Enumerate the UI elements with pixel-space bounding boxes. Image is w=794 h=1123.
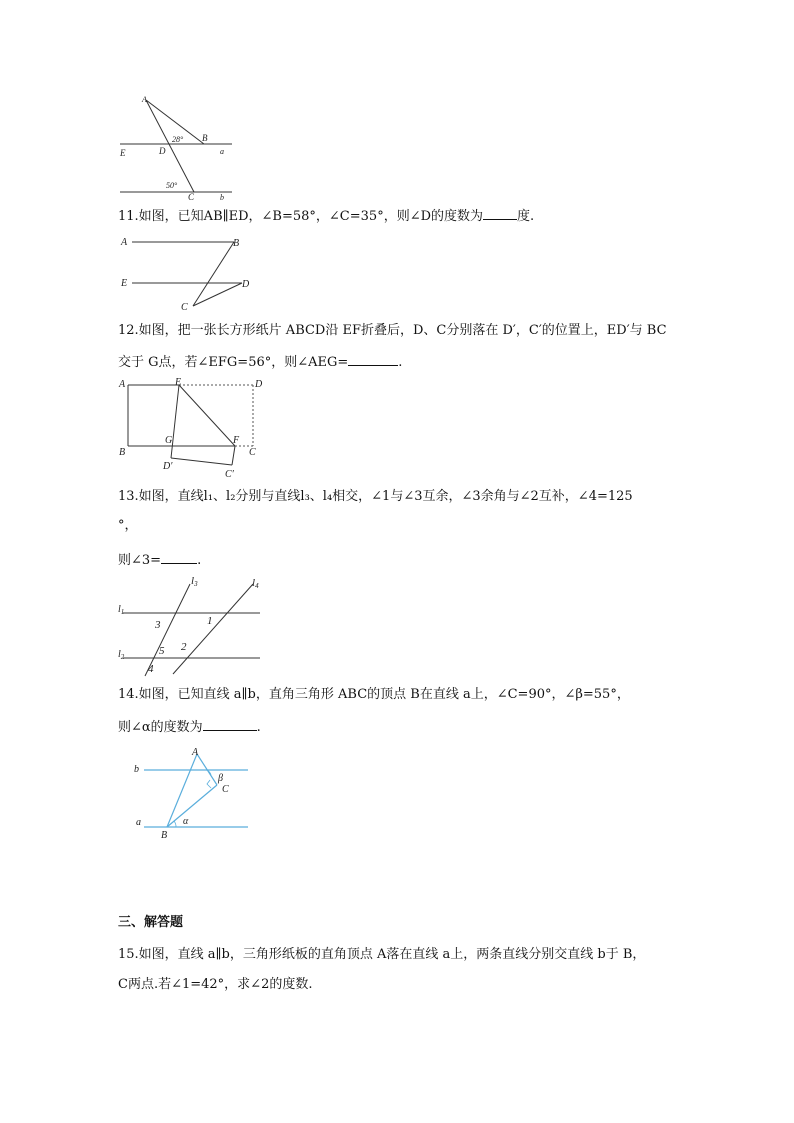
label-a: a bbox=[136, 817, 141, 828]
label-A: A bbox=[119, 379, 126, 390]
label-F: F bbox=[233, 435, 240, 446]
figure-q12 bbox=[115, 375, 275, 480]
side-ab bbox=[167, 754, 197, 827]
label-D: D bbox=[242, 279, 250, 290]
label-B: B bbox=[233, 238, 240, 249]
label-beta: β bbox=[218, 773, 223, 784]
label-A: A bbox=[192, 747, 199, 758]
answer-blank-q13[interactable] bbox=[161, 551, 197, 564]
label-D: D bbox=[159, 146, 166, 156]
label-l4: l4 bbox=[252, 577, 259, 590]
fold-ef bbox=[179, 385, 235, 446]
figure-q13 bbox=[113, 572, 268, 680]
label-angle-4: 4 bbox=[148, 663, 154, 675]
q12-line1: 12.如图，把一张长方形纸片 ABCD沿 EF折叠后，D、C分别落在 D′，C′的位置上，ED′与 BC bbox=[118, 323, 667, 338]
label-G: G bbox=[165, 435, 173, 446]
figure-q14 bbox=[130, 745, 255, 841]
label-angle-5: 5 bbox=[159, 645, 165, 657]
label-D-prime: D′ bbox=[163, 461, 173, 472]
label-C-prime: C′ bbox=[225, 469, 234, 480]
edge-d1c1 bbox=[171, 458, 232, 465]
q13-line3: 则∠3= . bbox=[118, 553, 202, 568]
label-a: a bbox=[220, 147, 224, 156]
side-bc bbox=[167, 785, 217, 827]
label-angle-1: 1 bbox=[207, 615, 213, 627]
q15-line2: C两点.若∠1=42°，求∠2的度数. bbox=[118, 977, 313, 992]
edge-c1f bbox=[232, 446, 235, 465]
arc-alpha bbox=[174, 821, 176, 827]
answer-blank-q12[interactable] bbox=[348, 353, 398, 366]
figure-q10 bbox=[112, 92, 242, 202]
label-b: b bbox=[134, 764, 139, 775]
line-l4 bbox=[173, 584, 253, 674]
right-angle-mark bbox=[207, 780, 211, 788]
label-C: C bbox=[181, 302, 188, 312]
answer-blank-q11[interactable] bbox=[483, 207, 517, 220]
label-angle-3: 3 bbox=[155, 619, 161, 631]
label-angle-28: 28° bbox=[172, 135, 184, 144]
line-ac bbox=[146, 100, 194, 192]
label-B: B bbox=[202, 133, 208, 143]
label-A: A bbox=[121, 237, 128, 248]
label-E: E bbox=[120, 148, 126, 158]
label-E: E bbox=[175, 377, 182, 388]
edge-ed1 bbox=[171, 385, 179, 458]
q14-line2: 则∠α的度数为 . bbox=[118, 720, 261, 735]
answer-blank-q14[interactable] bbox=[203, 718, 257, 731]
label-angle-50: 50° bbox=[166, 181, 178, 190]
q11-text: 11.如图，已知AB∥ED，∠B=58°，∠C=35°，则∠D的度数为 度. bbox=[118, 209, 535, 224]
label-C: C bbox=[249, 447, 256, 458]
label-D: D bbox=[255, 379, 263, 390]
label-l1: $l_1$ bbox=[118, 604, 125, 616]
q14-line1: 14.如图，已知直线 a∥b，直角三角形 ABC的顶点 B在直线 a上，∠C=90°，∠β=55°， bbox=[118, 687, 630, 702]
figure-q11 bbox=[115, 230, 260, 312]
label-C: C bbox=[188, 192, 195, 202]
q12-line2: 交于 G点，若∠EFG=56°，则∠AEG= . bbox=[118, 355, 403, 370]
label-C: C bbox=[222, 784, 229, 795]
q13-line2: °， bbox=[118, 518, 138, 533]
q13-line1: 13.如图，直线l₁、l₂分别与直线l₃、l₄相交，∠1与∠3互余，∠3余角与∠2互补，∠4=125 bbox=[118, 489, 633, 504]
label-angle-2: 2 bbox=[181, 641, 187, 653]
section-title: 三、解答题 bbox=[118, 915, 184, 930]
label-A: A bbox=[142, 95, 147, 104]
label-alpha: α bbox=[183, 816, 189, 827]
label-l2: $l_2$ bbox=[118, 649, 125, 661]
label-E: E bbox=[121, 278, 128, 289]
label-B: B bbox=[119, 447, 126, 458]
label-B: B bbox=[161, 830, 168, 841]
label-l3: l3 bbox=[191, 575, 198, 588]
q15-line1: 15.如图，直线 a∥b，三角形纸板的直角顶点 A落在直线 a上，两条直线分别交直线 b于 B， bbox=[118, 947, 646, 962]
label-b: b bbox=[220, 193, 224, 202]
